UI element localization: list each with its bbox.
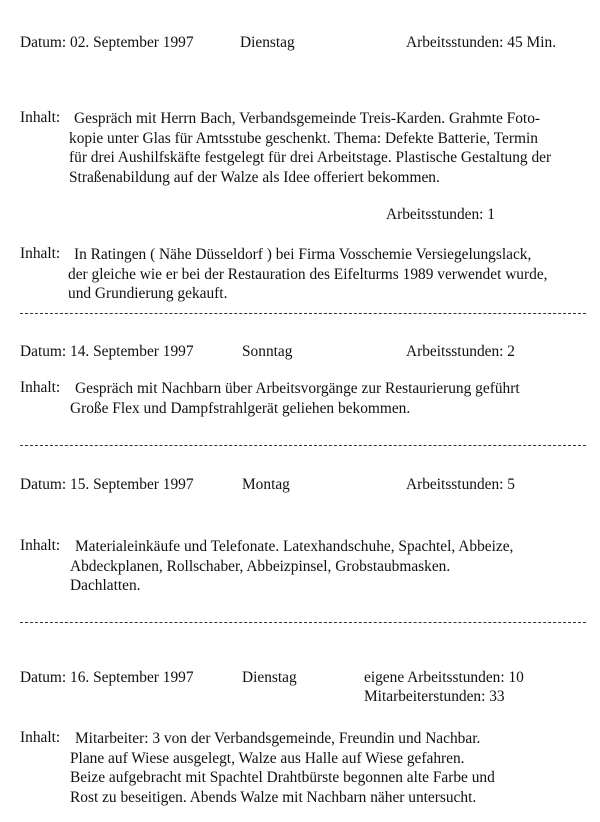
entry1-line-2: kopie unter Glas für Amtsstube geschenkt. Thema: Defekte Batterie, Termin [69,129,538,147]
entry3-line-2: Abdeckplanen, Rollschaber, Abbeizpinsel, Grobstaubmasken. [70,557,451,575]
entry2-content [0,379,520,418]
entry3-weekday: Montag [242,476,290,493]
entry1-line-4: Straßenabildung auf der Walze als Idee offeriert bekommen. [69,168,440,186]
entry2-weekday: Sonntag [242,343,293,360]
entry1-weekday: Dienstag [240,34,295,51]
separator-1 [20,313,586,314]
entry4-hours2: Mitarbeiterstunden: 33 [364,688,505,705]
entry2-hours: Arbeitsstunden: 2 [406,343,516,360]
entry3-line-1: Materialeinkäufe und Telefonate. Latexhandschuhe, Spachtel, Abbeize, [75,538,514,555]
entry3-date: Datum: 15. September 1997 [20,476,194,493]
entry4-line-3: Beize aufgebracht mit Spachtel Drahtbürste begonnen alte Farbe und [70,769,495,786]
entry1-line2-3: und Grundierung gekauft. [68,285,228,302]
entry1-hours: Arbeitsstunden: 45 Min. [406,34,557,51]
entry4-line-2: Plane auf Wiese ausgelegt, Walze aus Halle auf Wiese gefahren. [70,749,465,767]
entry1-line-3: für drei Aushilfskäfte festgelegt für drei Arbeitstage. Plastische Gestaltung der [69,149,552,166]
separator-2 [20,445,586,446]
entry1-content-2 [0,245,548,304]
entry2-inhalt-label: Inhalt: [20,379,61,396]
entry4-inhalt-label: Inhalt: [20,729,61,746]
entry1-inhalt2-label: Inhalt: [20,245,61,262]
entry1-content [0,109,551,187]
entry1-line2-1: In Ratingen ( Nähe Düsseldorf ) bei Firma Vosschemie Versiegelungslack, [74,246,532,263]
entry1-line-1: Gespräch mit Herrn Bach, Verbandsgemeinde Treis-Karden. Grahmte Foto- [74,110,541,127]
entry4-date: Datum: 16. September 1997 [20,669,194,686]
entry1-hours-extra: Arbeitsstunden: 1 [386,206,496,223]
entry4-hours: eigene Arbeitsstunden: 10 [364,669,524,686]
separator-3 [20,622,586,623]
entry1-date: Datum: 02. September 1997 [20,34,194,51]
entry1-line2-2: der gleiche wie er bei der Restauration des Eifelturms 1989 verwendet wurde, [68,265,548,283]
entry4-line-4: Rost zu beseitigen. Abends Walze mit Nachbarn näher untersucht. [70,788,477,806]
entry3-content [0,537,513,596]
entry1-inhalt-label: Inhalt: [20,109,61,126]
entry4-weekday: Dienstag [242,669,297,686]
entry4-line-1: Mitarbeiter: 3 von der Verbandsgemeinde, Freundin und Nachbar. [75,730,481,747]
entry3-inhalt-label: Inhalt: [20,537,61,554]
entry2-date: Datum: 14. September 1997 [20,343,194,360]
entry4-content [0,729,495,807]
entry2-line-1: Gespräch mit Nachbarn über Arbeitsvorgänge zur Restaurierung geführt [75,380,520,397]
entry3-line-3: Dachlatten. [70,577,141,594]
entry3-hours: Arbeitsstunden: 5 [406,476,516,493]
entry2-line-2: Große Flex und Dampfstrahlgerät geliehen bekommen. [70,399,411,417]
